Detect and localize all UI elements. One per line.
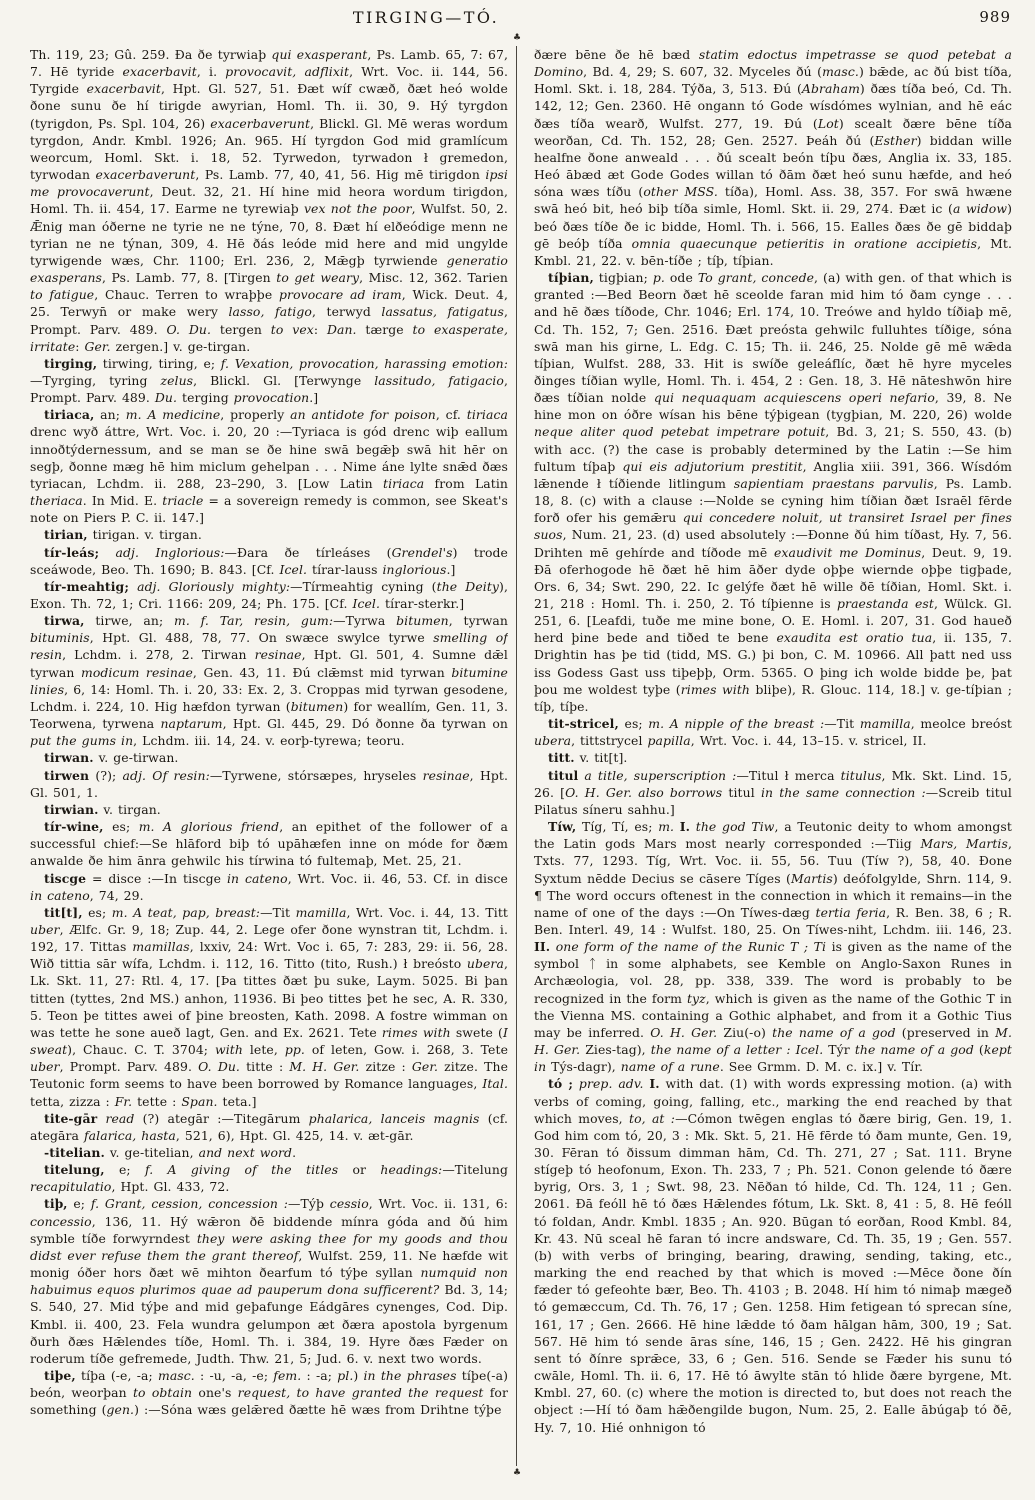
dictionary-entry: -titelian. v. ge-titelian, and next word. xyxy=(44,1145,297,1160)
page-title: TIRGING—TÓ. xyxy=(352,8,500,27)
left-column xyxy=(30,46,508,1492)
dictionary-entry: tír-meahtig; adj. Gloriously mighty:—Tírmeahtig cyning (the Deity), Exon. Th. 72, 1; Cri. 1166: 209, 24; Ph. 175. [Cf. Icel. tírar-sterkr.] xyxy=(30,578,508,611)
dictionary-entry: tite-gār read (?) ategār :—Titegārum phalarica, lanceis magnis (cf. ategāra falarica, hasta, 521, 6), Hpt. Gl. 425, 14. v. æt-gār. xyxy=(30,1110,508,1143)
text-columns xyxy=(30,46,1012,1492)
dictionary-entry: tirwen (?); adj. Of resin:—Tyrwene, stórsæpes, hryseles resinae, Hpt. Gl. 501, 1. xyxy=(30,767,508,800)
dictionary-entry: tír-leás; adj. Inglorious:—Ðara ðe tírleáses (Grendel's) trode sceáwode, Beo. Th. 1690; B. 843. [Cf. Icel. tírar-lauss inglorious.] xyxy=(30,544,508,577)
dictionary-entry: tiþ, e; f. Grant, cession, concession :—Týþ cessio, Wrt. Voc. ii. 131, 6: concessio, 136, 11. Hý wǣron ðē biddende mínra góda and ðú him symble tíðe forwyrndest they were asking thee for my goods and thou didst ever refuse them the grant thereof, Wulfst. 259, 11. Ne hæfde wit monig óðer hors ðæt wē mihton ðearfum tó týþe syllan numquid non habuimus equos plurimos quae ad pauperum dona sufficerent? Bd. 3, 14; S. 540, 27. Mid týþe and mid geþafunge Eádgāres cynenges, Cod. Dip. Kmbl. ii. 400, 23. Fela wundra gelumpon æt ðæra apostola byrgenum ðurh ðæs Hǣlendes tíðe, Homl. Th. i. 384, 19. Hyre ðæs Fæder on roderum tíðe gefremede, Judth. Thw. 21, 5; Jud. 6. v. next two words. xyxy=(30,1196,508,1366)
dictionary-entry: tiscge = disce :—In tiscge in cateno, Wrt. Voc. ii. 46, 53. Cf. in disce in cateno, 74, 29. xyxy=(30,870,508,903)
dictionary-entry: Tíw, Tíg, Tí, es; m. I. the god Tiw, a Teutonic deity to whom amongst the Latin gods Mars most nearly corresponded :—Tiig Mars, Martis, Txts. 77, 1293. Tíg, Wrt. Voc. ii. 55, 56. Tuu (Tíw ?), 58, 40. Ðone Syxtum nēdde Decius se cāsere Tíges (Martis) deófolgylde, Shrn. 114, 9. ¶ The word occurs oftenest in the connection in which it remains—in the name of one of the days :—On Tíwes-dæg tertia feria, R. Ben. 38, 6 ; R. Ben. Interl. 49, 14 : Wulfst. 180, 25. On Tíwes-niht, Lchdm. iii. 146, 23. II. one form of the name of the Runic T ; Ti is given as the name of the symbol ᛏ in some alphabets, see Kemble on Anglo-Saxon Runes in Archæologia, vol. 28, pp. 338, 339. The word is probably to be recognized in the form tyz, which is given as the name of the Gothic T in the Vienna MS. containing a Gothic alphabet, and from it a Gothic Tius may be inferred. O. H. Ger. Ziu(-o) the name of a god (preserved in M. H. Ger. Zies-tag), the name of a letter : Icel. Týr the name of a god (kept in Týs-dagr), name of a rune. See Grmm. D. M. c. ix.] v. Tír. xyxy=(534,819,1012,1075)
dictionary-entry: tír-wine, es; m. A glorious friend, an epithet of the follower of a successful chief:—Se hlāford biþ tó upāhæfen inne on móde for ðæm anwalde ðe him ānra gehwilc his tírwina tó fultemaþ, Met. 25, 21. xyxy=(30,819,508,869)
dictionary-entry: tirwa, tirwe, an; m. f. Tar, resin, gum:—Tyrwa bitumen, tyrwan bituminis, Hpt. Gl. 488, 78, 77. On swæce swylce tyrwe smelling of resin, Lchdm. i. 278, 2. Tirwan resinae, Hpt. Gl. 501, 4. Sumne dǣl tyrwan modicum resinae, Gen. 43, 11. Ðú clǣmst mid tyrwan bitumine linies, 6, 14: Homl. Th. i. 20, 33: Ex. 2, 3. Croppas mid tyrwan gesodene, Lchdm. i. 224, 10. Hig hæfdon tyrwan (bitumen) for weallím, Gen. 11, 3. Teorwena, tyrwena naptarum, Hpt. Gl. 445, 29. Dó ðonne ða tyrwan on put the gums in, Lchdm. iii. 14, 24. v. eorþ-tyrewa; teoru. xyxy=(30,613,508,749)
dictionary-entry: titelung, e; f. A giving of the titles or headings:—Titelung recapitulatio, Hpt. Gl. 433, 72. xyxy=(30,1162,508,1195)
dictionary-entry: tit-stricel, es; m. A nipple of the breast :—Tit mamilla, meolce breóst ubera, tittstrycel papilla, Wrt. Voc. i. 44, 13–15. v. stricel, II. xyxy=(534,716,1012,749)
dictionary-entry: tirwan. v. ge-tirwan. xyxy=(44,750,179,766)
dictionary-entry: titt. v. tit[t]. xyxy=(548,750,628,766)
dictionary-entry: tó ; prep. adv. I. with dat. (1) with words expressing motion. (a) with verbs of coming, going, falling, etc., marking the end reached by that which moves, to, at :—Cómon twēgen englas tó ðære birig, Gen. 19, 1. God him com tó, 20, 3 : Mk. Skt. 5, 21. Hē fērde tó ðam munte, Gen. 19, 30. Fēran tó ðissum dimman hām, Cd. Th. 271, 27 ; Sat. 111. Bryne stígeþ tó heofonum, Exon. Th. 233, 7 ; Ph. 521. Conon gelende tó ðære byrig, Ors. 3, 1 ; Swt. 98, 23. Nēðan tó hilde, Cd. Th. 124, 11 ; Gen. 2061. Ðā feóll hē tó ðæs Hǣlendes fótum, Lk. Skt. 8, 41 : 5, 8. Hē feóll tó foldan, Andr. Kmbl. 1835 ; An. 920. Būgan tó eorðan, Rood Kmbl. 84, Kr. 43. Nū sceal hē faran tó incre andsware, Cd. Th. 35, 19 ; Gen. 557. (b) with verbs of bringing, bearing, drawing, sending, taking, etc., marking the end reached by that which is moved :—Mēce ðone ðín fæder tó gefeohte bær, Beo. Th. 4103 ; B. 2048. Hí him tó nimaþ mægeð tó gemæccum, Cd. Th. 76, 17 ; Gen. 1258. Him fetigean tó sprecan síne, 161, 17 ; Gen. 2666. Hē hine lǣdde tó ðam hālgan hām, 300, 19 ; Sat. 567. Hē him tó sende āras síne, 146, 15 ; Gen. 2422. Hē his gingran sent tó ðínre sprǣce, 33, 6 ; Gen. 516. Sende se Fæder his sunu tó cwāle, Homl. Th. ii. 6, 17. Hē tó āwylte stān tó hlide ðære byrgene, Mt. Kmbl. 27, 60. (c) where the motion is directed to, but does not reach the object :—Hí tó ðam hǣðengilde bugon, Num. 25, 2. Ealle ābúgaþ tó ðē, Hy. 7, 10. Hié onhnigon tó xyxy=(534,1076,1012,1435)
dictionary-entry: Th. 119, 23; Gû. 259. Ða ðe tyrwiaþ qui exasperant, Ps. Lamb. 65, 7: 67, 7. Hē tyride exacerbavit, i. provocavit, adflixit, Wrt. Voc. ii. 144, 56. Tyrgide exacerbavit, Hpt. Gl. 527, 51. Ðæt wíf cwæð, ðæt heó wolde ðone sunu ðe hí tirigde awyrian, Homl. Th. ii. 30, 9. Hý tyrgdon (tyrigdon, Ps. Spl. 104, 26) exacerbaverunt, Blickl. Gl. Mē weras wordum tyrgdon, Andr. Kmbl. 1926; An. 965. Hí tyrgdon God mid gramlícum weorcum, Homl. Skt. i. 18, 52. Tyrwedon, tyrwadon ł gremedon, tyrwodan exacerbaverunt, Ps. Lamb. 77, 40, 41, 56. Hig mē tirigdon ipsi me provocaverunt, Deut. 32, 21. Hí hine mid heora wordum tirigdon, Homl. Th. ii. 454, 17. Earme ne tyrewiaþ vex not the poor, Wulfst. 50, 2. Ǣnig man óðerne ne tyrie ne ne týne, 70, 8. Ðæt hí elðeódige menn ne tyrian ne ne týnan, 309, 4. Hē ðás leóde mid here and mid ungylde tyrwigende wæs, Chr. 1100; Erl. 236, 2, Mǣgþ tyrwiende generatio exasperans, Ps. Lamb. 77, 8. [Tirgen to get weary, Misc. 12, 362. Tarien to fatigue, Chauc. Terren to wraþþe provocare ad iram, Wick. Deut. 4, 25. Terwyn̄ or make wery lasso, fatigo, terwyd lassatus, fatigatus, Prompt. Parv. 489. O. Du. tergen to vex: Dan. tærge to exasperate, irritate: Ger. zergen.] v. ge-tirgan. xyxy=(30,47,508,354)
page-number: 989 xyxy=(979,8,1011,26)
dictionary-entry: tirian, tirigan. v. tirgan. xyxy=(44,527,202,543)
dictionary-entry: tirging, tirwing, tiring, e; f. Vexation, provocation, harassing emotion: —Tyrging, tyring zelus, Blickl. Gl. [Terwynge lassitudo, fatigacio, Prompt. Parv. 489. Du. terging provocation.] xyxy=(30,355,508,406)
dictionary-entry: tíþian, tigþian; p. ode To grant, concede, (a) with gen. of that which is granted :—Bed Beorn ðæt hē sceolde faran mid him tó ðam cynge . . . and hē ðæs tíðode, Chr. 1046; Erl. 174, 10. Treówe and hyldo tíðiaþ mē, Cd. Th. 152, 7; Gen. 2516. Ðæt preósta gehwilc fulluhtes tíðige, sóna swā man his girne, L. Edg. C. 15; Th. ii. 246, 25. Nolde gē mē wǣda tíþian, Wulfst. 288, 33. Hit is swíðe geleáflíc, ðæt hē hyre myceles ðinges tíðian wylle, Homl. Th. i. 454, 2 : Gen. 18, 3. Hē nāteshwōn hire ðæs tíðian nolde qui nequaquam acquiescens operi nefario, 39, 8. Ne hine mon on óðre wísan his bēne týþigean (tygþian, M. 220, 26) wolde neque aliter quod petebat impetrare potuit, Bd. 3, 21; S. 550, 43. (b) with acc. (?) the case is probably determined by the Latin :—Se him fultum tíþaþ qui eis adjutorium prestitit, Anglia xiii. 391, 366. Wísdóm lǣnende ł tíðiende litlingum sapientiam praestans parvulis, Ps. Lamb. 18, 8. (c) with a clause :—Nolde se cyning him tíðian ðæt Israēl fērde forð ofer his gemǣru qui concedere noluit, ut transiret Israel per fines suos, Num. 21, 23. (d) used absolutely :—Ðonne ðú him tíðast, Hy. 7, 56. Drihten mē gehírde and tíðode mē exaudivit me Dominus, Deut. 9, 19. Ðā oferhogode hē ðæt hē him āðer dyde oþþe wiernde oþþe tigþade, Ors. 6, 34; Swt. 290, 22. Ic gelýfe ðæt hē wille ðē tíðian, Homl. Skt. i. 21, 218 : Homl. Th. i. 250, 2. Tó tíþienne is praestanda est, Wülck. Gl. 251, 6. [Leafdi, tuðe me mine bone, O. E. Homl. i. 207, 31. God haueð herd þine bede and tiðed te bene exaudita est oratio tua, ii. 135, 7. Drightin has þe tid (tidd, MS. G.) þi bon, C. M. 10966. All þatt ned uss iss Godess Gast uss tiþeþþ, Orm. 5365. O þing ich wolde bidde þe, þat þou me woldest tyþe (rimes with bliþe), R. Glouc. 114, 18.] v. ge-tíþian ; tíþ, tíþe. xyxy=(534,270,1012,714)
trefoil-ornament-icon: ♣ xyxy=(512,33,522,43)
dictionary-entry: tit[t], es; m. A teat, pap, breast:—Tit mamilla, Wrt. Voc. i. 44, 13. Titt uber, Ælfc. Gr. 9, 18; Zup. 44, 2. Lege ofer ðone wynstran tit, Lchdm. i. 192, 17. Tittas mamillas, lxxiv, 24: Wrt. Voc i. 65, 7: 283, 29: ii. 56, 28. Wið tittia sār wífa, Lchdm. i. 112, 16. Titto (tito, Rush.) ł breósto ubera, Lk. Skt. 11, 27: Rtl. 4, 17. [Þa tittes ðæt þu suke, Laym. 5025. Bi þan titten (tyttes, 2nd MS.) anhon, 11936. Bi þeo tittes þet he sec, A. R. 330, 5. Teon þe tittes awei of þine breosten, Kath. 2098. A fostre wimman on was tette he sone aueð lagt, Gen. and Ex. 2621. Tete rimes with swete (I sweat), Chauc. C. T. 3704; with lete, pp. of leten, Gow. i. 268, 3. Tete uber, Prompt. Parv. 489. O. Du. titte : M. H. Ger. zitze : Ger. zitze. The Teutonic form seems to have been borrowed by Romance languages, Ital. tetta, zizza : Fr. tette : Span. teta.] xyxy=(30,904,508,1109)
dictionary-entry: tiþe, tíþa (-e, -a; masc. : -u, -a, -e; fem. : -a; pl.) in the phrases tíþe(-a) beón, weorþan to obtain one's request, to have granted the request for something (gen.) :—Sóna wæs gelǣred ðætte hē wæs from Drihtne týþe xyxy=(30,1368,508,1418)
dictionary-entry: tiriaca, an; m. A medicine, properly an antidote for poison, cf. tiriaca drenc wyð áttre, Wrt. Voc. i. 20, 20 :—Tyriaca is gód drenc wiþ eallum innoðtýdernessum, and se man se ðe hine swā begǣþ swā hit hēr on segþ, ðonne mæg hē him miclum gehelpan . . . Nime áne lylte snǣd ðæs tyriacan, Lchdm. ii. 288, 23–290, 3. [Low Latin tiriaca from Latin theriaca. In Mid. E. triacle = a sovereign remedy is common, see Skeat's note on Piers P. C. ii. 147.] xyxy=(30,407,508,526)
dictionary-entry: tirwian. v. tirgan. xyxy=(44,801,161,817)
dictionary-entry: ðære bēne ðe hē bæd statim edoctus impetrasse se quod petebat a Domino, Bd. 4, 29; S. 607, 32. Myceles ðú (masc.) bǣde, ac ðú bist tíða, Homl. Skt. i. 18, 284. Týða, 3, 513. Ðú (Abraham) ðæs tíða beó, Cd. Th. 142, 12; Gen. 2360. Hē ongann tó Gode wísdómes wylnian, and hē eác ðæs tíða wearð, Wulfst. 277, 19. Ðú (Lot) scealt ðære bēne tíða weorðan, Cd. Th. 152, 28; Gen. 2527. Þeáh ðú (Esther) biddan wille healfne ðone anweald . . . ðú scealt beón tíþu ðæs, Anglia ix. 33, 185. Heó ābæd æt Gode Godes willan tó ðām ðæt heó sunu hæfde, and heó sóna wæs tíðu (other MSS. tíða), Homl. Ass. 38, 357. For swā hwæne swā heó bit, heó biþ tíða simle, Homl. Skt. ii. 29, 274. Ðæt ic (a widow) beó ðæs tíðe ðe ic bidde, Homl. Th. i. 566, 15. Ealles ðæs ðe gē biddaþ gē beóþ tíða omnia quaecunque petieritis in oratione accipietis, Mt. Kmbl. 21, 22. v. bēn-tíðe ; tíþ, tíþian. xyxy=(534,47,1012,268)
dictionary-entry: titul a title, superscription :—Titul ł merca titulus, Mk. Skt. Lind. 15, 26. [O. H. Ger. also borrows titul in the same connection :—Screib titul Pilatus síneru sahhu.] xyxy=(534,767,1012,817)
trefoil-ornament-icon: ♣ xyxy=(512,1468,522,1478)
right-column xyxy=(534,46,1012,1492)
